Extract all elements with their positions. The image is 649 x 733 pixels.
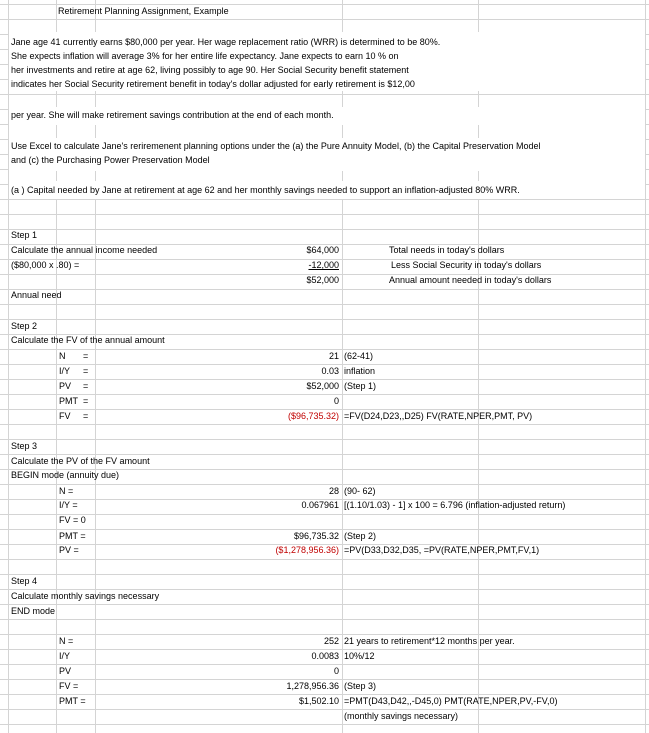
step2-formula[interactable]: =FV(D24,D23,,D25) FV(RATE,NPER,PMT, PV)	[344, 411, 533, 421]
step3-heading[interactable]: Step 3	[11, 441, 38, 451]
row-divider	[0, 514, 649, 515]
step3-note[interactable]: (90- 62)	[344, 486, 376, 496]
step2-label[interactable]: PMT	[59, 396, 78, 406]
step3-value[interactable]: 28	[328, 486, 339, 496]
step2-value[interactable]: 21	[328, 351, 339, 361]
row-divider	[0, 634, 649, 635]
step2-equals: =	[83, 396, 89, 406]
step4-note[interactable]: 21 years to retirement*12 months per year.	[344, 636, 515, 646]
step3-label[interactable]: I/Y =	[59, 500, 78, 510]
step4-note[interactable]: 10%/12	[344, 651, 375, 661]
row-divider	[0, 379, 649, 380]
row-divider	[0, 19, 649, 20]
step2-fv-result[interactable]: ($96,735.32)	[287, 411, 339, 421]
row-divider	[0, 4, 649, 5]
step3-label[interactable]: N =	[59, 486, 74, 496]
row-divider	[0, 364, 649, 365]
step1-description[interactable]: Calculate the annual income needed	[11, 245, 158, 255]
sheet-title[interactable]: Retirement Planning Assignment, Example	[58, 6, 229, 16]
step4-footer-note[interactable]: (monthly savings necessary)	[344, 711, 459, 721]
row-divider	[0, 724, 649, 725]
step3-label[interactable]: PMT =	[59, 531, 86, 541]
row-divider	[0, 229, 649, 230]
intro-line[interactable]: per year. She will make retirement savings contribution at the end of each month.	[11, 110, 334, 120]
step1-heading[interactable]: Step 1	[11, 230, 38, 240]
row-divider	[0, 589, 649, 590]
row-divider	[0, 304, 649, 305]
row-divider	[0, 199, 649, 200]
step2-heading[interactable]: Step 2	[11, 321, 38, 331]
row-divider	[0, 439, 649, 440]
row-divider	[0, 619, 649, 620]
row-divider	[0, 484, 649, 485]
row-divider	[0, 319, 649, 320]
step4-label[interactable]: I/Y	[59, 651, 71, 661]
step2-equals: =	[83, 381, 89, 391]
step3-mode[interactable]: BEGIN mode (annuity due)	[11, 470, 120, 480]
step3-value[interactable]: $96,735.32	[293, 531, 339, 541]
step4-formula[interactable]: =PMT(D43,D42,,-D45,0) PMT(RATE,NPER,PV,-FV,0)	[344, 696, 558, 706]
row-divider	[0, 424, 649, 425]
step2-note[interactable]: (Step 1)	[344, 381, 377, 391]
step4-label[interactable]: PMT =	[59, 696, 86, 706]
step1-calculation[interactable]: ($80,000 x .80) =	[11, 260, 80, 270]
step4-mode[interactable]: END mode	[11, 606, 56, 616]
step2-label[interactable]: I/Y	[59, 366, 71, 376]
step2-value[interactable]: 0	[333, 396, 339, 406]
step1-note[interactable]: Total needs in today's dollars	[389, 245, 505, 255]
step4-value[interactable]: 0	[333, 666, 339, 676]
row-divider	[0, 94, 649, 95]
step3-description[interactable]: Calculate the PV of the FV amount	[11, 456, 150, 466]
row-divider	[0, 214, 649, 215]
step1-note[interactable]: Less Social Security in today's dollars	[391, 260, 542, 270]
row-divider	[0, 709, 649, 710]
row-divider	[0, 559, 649, 560]
step4-value[interactable]: 252	[323, 636, 339, 646]
part-a-heading[interactable]: (a ) Capital needed by Jane at retirement at age 62 and her monthly savings needed to support an inflation-adjusted 80% WRR.	[11, 185, 520, 195]
task-line[interactable]: and (c) the Purchasing Power Preservation Model	[11, 155, 210, 165]
task-line[interactable]: Use Excel to calculate Jane's reriremenent planning options under the (a) the Pure Annuity Model, (b) the Capital Preservation Model	[11, 141, 541, 151]
step2-label[interactable]: N	[59, 351, 66, 361]
intro-line[interactable]: She expects inflation will average 3% for her entire life expectancy. Jane expects to earn 10 % on	[11, 51, 399, 61]
step2-equals: =	[83, 366, 89, 376]
step4-description[interactable]: Calculate monthly savings necessary	[11, 591, 160, 601]
row-divider	[0, 454, 649, 455]
step4-label[interactable]: N =	[59, 636, 74, 646]
row-divider	[0, 574, 649, 575]
step2-note[interactable]: inflation	[344, 366, 376, 376]
step4-note[interactable]: (Step 3)	[344, 681, 377, 691]
step2-label[interactable]: PV	[59, 381, 72, 391]
step1-social-security-value[interactable]: -12,000	[308, 260, 339, 270]
intro-line[interactable]: her investments and retire at age 62, living possibly to age 90. Her Social Security benefit statement	[11, 65, 409, 75]
step2-value[interactable]: 0.03	[321, 366, 339, 376]
step3-value[interactable]: 0.067961	[301, 500, 339, 510]
row-divider	[0, 649, 649, 650]
step4-value[interactable]: 1,278,956.36	[286, 681, 339, 691]
step1-annual-amount-value[interactable]: $52,000	[306, 275, 339, 285]
row-divider	[0, 604, 649, 605]
row-divider	[0, 679, 649, 680]
step2-description[interactable]: Calculate the FV of the annual amount	[11, 335, 165, 345]
row-divider	[0, 664, 649, 665]
step3-note[interactable]: [(1.10/1.03) - 1] x 100 = 6.796 (inflation-adjusted return)	[344, 500, 566, 510]
row-divider	[0, 529, 649, 530]
step2-label[interactable]: FV	[59, 411, 71, 421]
intro-line[interactable]: indicates her Social Security retirement benefit in today's dollar adjusted for early retirement is $12,00	[11, 79, 415, 89]
step2-equals: =	[83, 351, 89, 361]
step1-total-needs-value[interactable]: $64,000	[306, 245, 339, 255]
row-divider	[0, 289, 649, 290]
step2-note[interactable]: (62-41)	[344, 351, 374, 361]
step3-label[interactable]: FV = 0	[59, 515, 86, 525]
step4-label[interactable]: FV =	[59, 681, 79, 691]
step4-value[interactable]: 0.0083	[311, 651, 339, 661]
intro-line[interactable]: Jane age 41 currently earns $80,000 per year. Her wage replacement ratio (WRR) is determined to be 80%.	[11, 37, 441, 47]
step3-pv-result[interactable]: ($1,278,956.36)	[275, 545, 339, 555]
row-divider	[0, 409, 649, 410]
step2-equals: =	[83, 411, 89, 421]
step2-value[interactable]: $52,000	[306, 381, 339, 391]
step3-formula[interactable]: =PV(D33,D32,D35, =PV(RATE,NPER,PMT,FV,1)	[344, 545, 540, 555]
annual-need-label[interactable]: Annual need	[11, 290, 62, 300]
step3-note[interactable]: (Step 2)	[344, 531, 377, 541]
step3-label[interactable]: PV =	[59, 545, 79, 555]
step4-pmt-result[interactable]: $1,502.10	[298, 696, 339, 706]
row-divider	[0, 694, 649, 695]
step4-label[interactable]: PV	[59, 666, 72, 676]
row-divider	[0, 394, 649, 395]
step1-note[interactable]: Annual amount needed in today's dollars	[389, 275, 552, 285]
row-divider	[0, 349, 649, 350]
step4-heading[interactable]: Step 4	[11, 576, 38, 586]
